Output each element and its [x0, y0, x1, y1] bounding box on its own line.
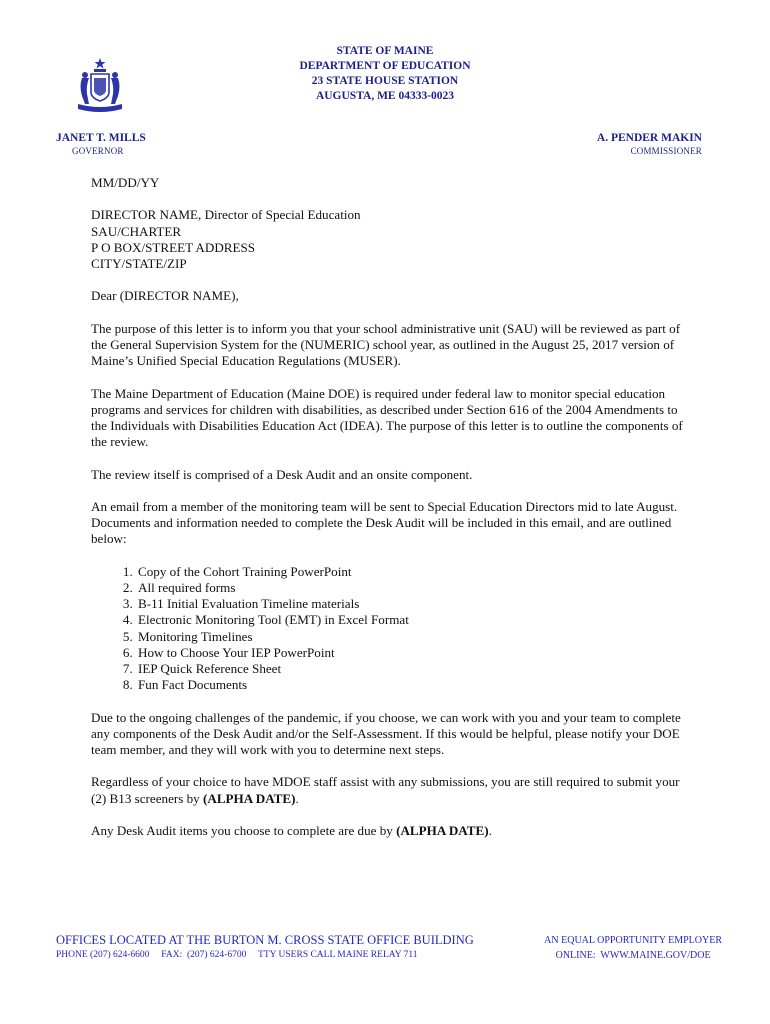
- due-date-period: .: [488, 822, 492, 838]
- due-date-text: Any Desk Audit items you choose to complete are due by: [91, 822, 397, 838]
- footer-equal-opportunity: AN EQUAL OPPORTUNITY EMPLOYER: [544, 935, 722, 946]
- footer-office-location: OFFICES LOCATED AT THE BURTON M. CROSS STATE OFFICE BUILDING: [56, 933, 474, 947]
- salutation: Dear (DIRECTOR NAME),: [91, 288, 239, 304]
- letterhead-state: STATE OF MAINE: [336, 45, 434, 57]
- governor-block: [56, 131, 166, 158]
- paragraph-email: An email from a member of the monitoring team will be sent to Special Education Directors mid to late August. Documents and information needed to complete the Desk Audit will be included in this email, and are outlined below:: [91, 498, 678, 547]
- list-item: 4. Electronic Monitoring Tool (EMT) in Excel Format: [136, 612, 691, 628]
- screeners-text: Regardless of your choice to have MDOE staff assist with any submissions, you are still required to submit your (2) B13 screeners by: [91, 774, 680, 806]
- screeners-period: .: [295, 790, 299, 806]
- address-line: CITY/STATE/ZIP: [91, 256, 187, 271]
- address-line: DIRECTOR NAME, Director of Special Education: [91, 207, 361, 223]
- paragraph-purpose: The purpose of this letter is to inform you that your school administrative unit (SAU) will be reviewed as part of the General Supervision System for the (NUMERIC) school year, as outlined in the August 25, 2017 version of Maine’s Unified Special Education Regulations (MUSER).: [91, 320, 681, 369]
- list-item: 1. Copy of the Cohort Training PowerPoint: [136, 564, 691, 580]
- letterhead-city: AUGUSTA, ME 04333-0023: [315, 90, 455, 102]
- paragraph-screeners: [91, 774, 691, 806]
- desk-audit-due-date: (ALPHA DATE): [396, 822, 489, 838]
- list-item: 7. IEP Quick Reference Sheet: [136, 661, 691, 677]
- paragraph-review-components: The review itself is comprised of a Desk Audit and an onsite component.: [91, 466, 473, 482]
- governor-title: GOVERNOR: [72, 146, 124, 156]
- footer-contact-numbers: PHONE (207) 624-6600 FAX: (207) 624-6700 TTY USERS CALL MAINE RELAY 711: [56, 950, 418, 960]
- letter-date: MM/DD/YY: [91, 175, 160, 190]
- commissioner-name: A. PENDER MAKIN: [596, 132, 702, 144]
- list-item: 3. B-11 Initial Evaluation Timeline materials: [136, 596, 691, 612]
- letterhead: [0, 44, 770, 104]
- commissioner-block: [597, 131, 702, 158]
- list-item: 5. Monitoring Timelines: [136, 629, 691, 645]
- letterhead-station: 23 STATE HOUSE STATION: [311, 75, 459, 87]
- letterhead-department: DEPARTMENT OF EDUCATION: [299, 60, 471, 72]
- commissioner-title: COMMISSIONER: [630, 146, 702, 156]
- paragraph-federal-law: The Maine Department of Education (Maine DOE) is required under federal law to monitor special education programs and services for children with disabilities, as described under Section 616 of the 2004 Amendments to the Individuals with Disabilities Education Act (IDEA). The purpose of this letter is to outline the components of the review.: [91, 385, 683, 450]
- paragraph-pandemic: Due to the ongoing challenges of the pandemic, if you choose, we can work with you and your team to complete any components of the Desk Audit and/or the Self-Assessment. If this would be helpful, please notify your DOE team member, and they will work with you to determine next steps.: [91, 709, 681, 757]
- footer-employer-info: [544, 933, 722, 963]
- list-item: 8. Fun Fact Documents: [136, 677, 691, 693]
- desk-audit-items-list: [91, 564, 691, 694]
- footer-website: ONLINE: WWW.MAINE.GOV/DOE: [555, 950, 711, 961]
- screeners-due-date: (ALPHA DATE): [203, 790, 296, 806]
- list-item: 6. How to Choose Your IEP PowerPoint: [136, 645, 691, 661]
- letter-body: [91, 175, 691, 855]
- footer-office-info: [56, 933, 474, 963]
- recipient-address: [91, 207, 691, 272]
- paragraph-due-date: [91, 823, 691, 839]
- address-line: SAU/CHARTER: [91, 223, 182, 239]
- address-line: P O BOX/STREET ADDRESS: [91, 239, 256, 255]
- governor-name: JANET T. MILLS: [56, 132, 146, 144]
- list-item: 2. All required forms: [136, 580, 691, 596]
